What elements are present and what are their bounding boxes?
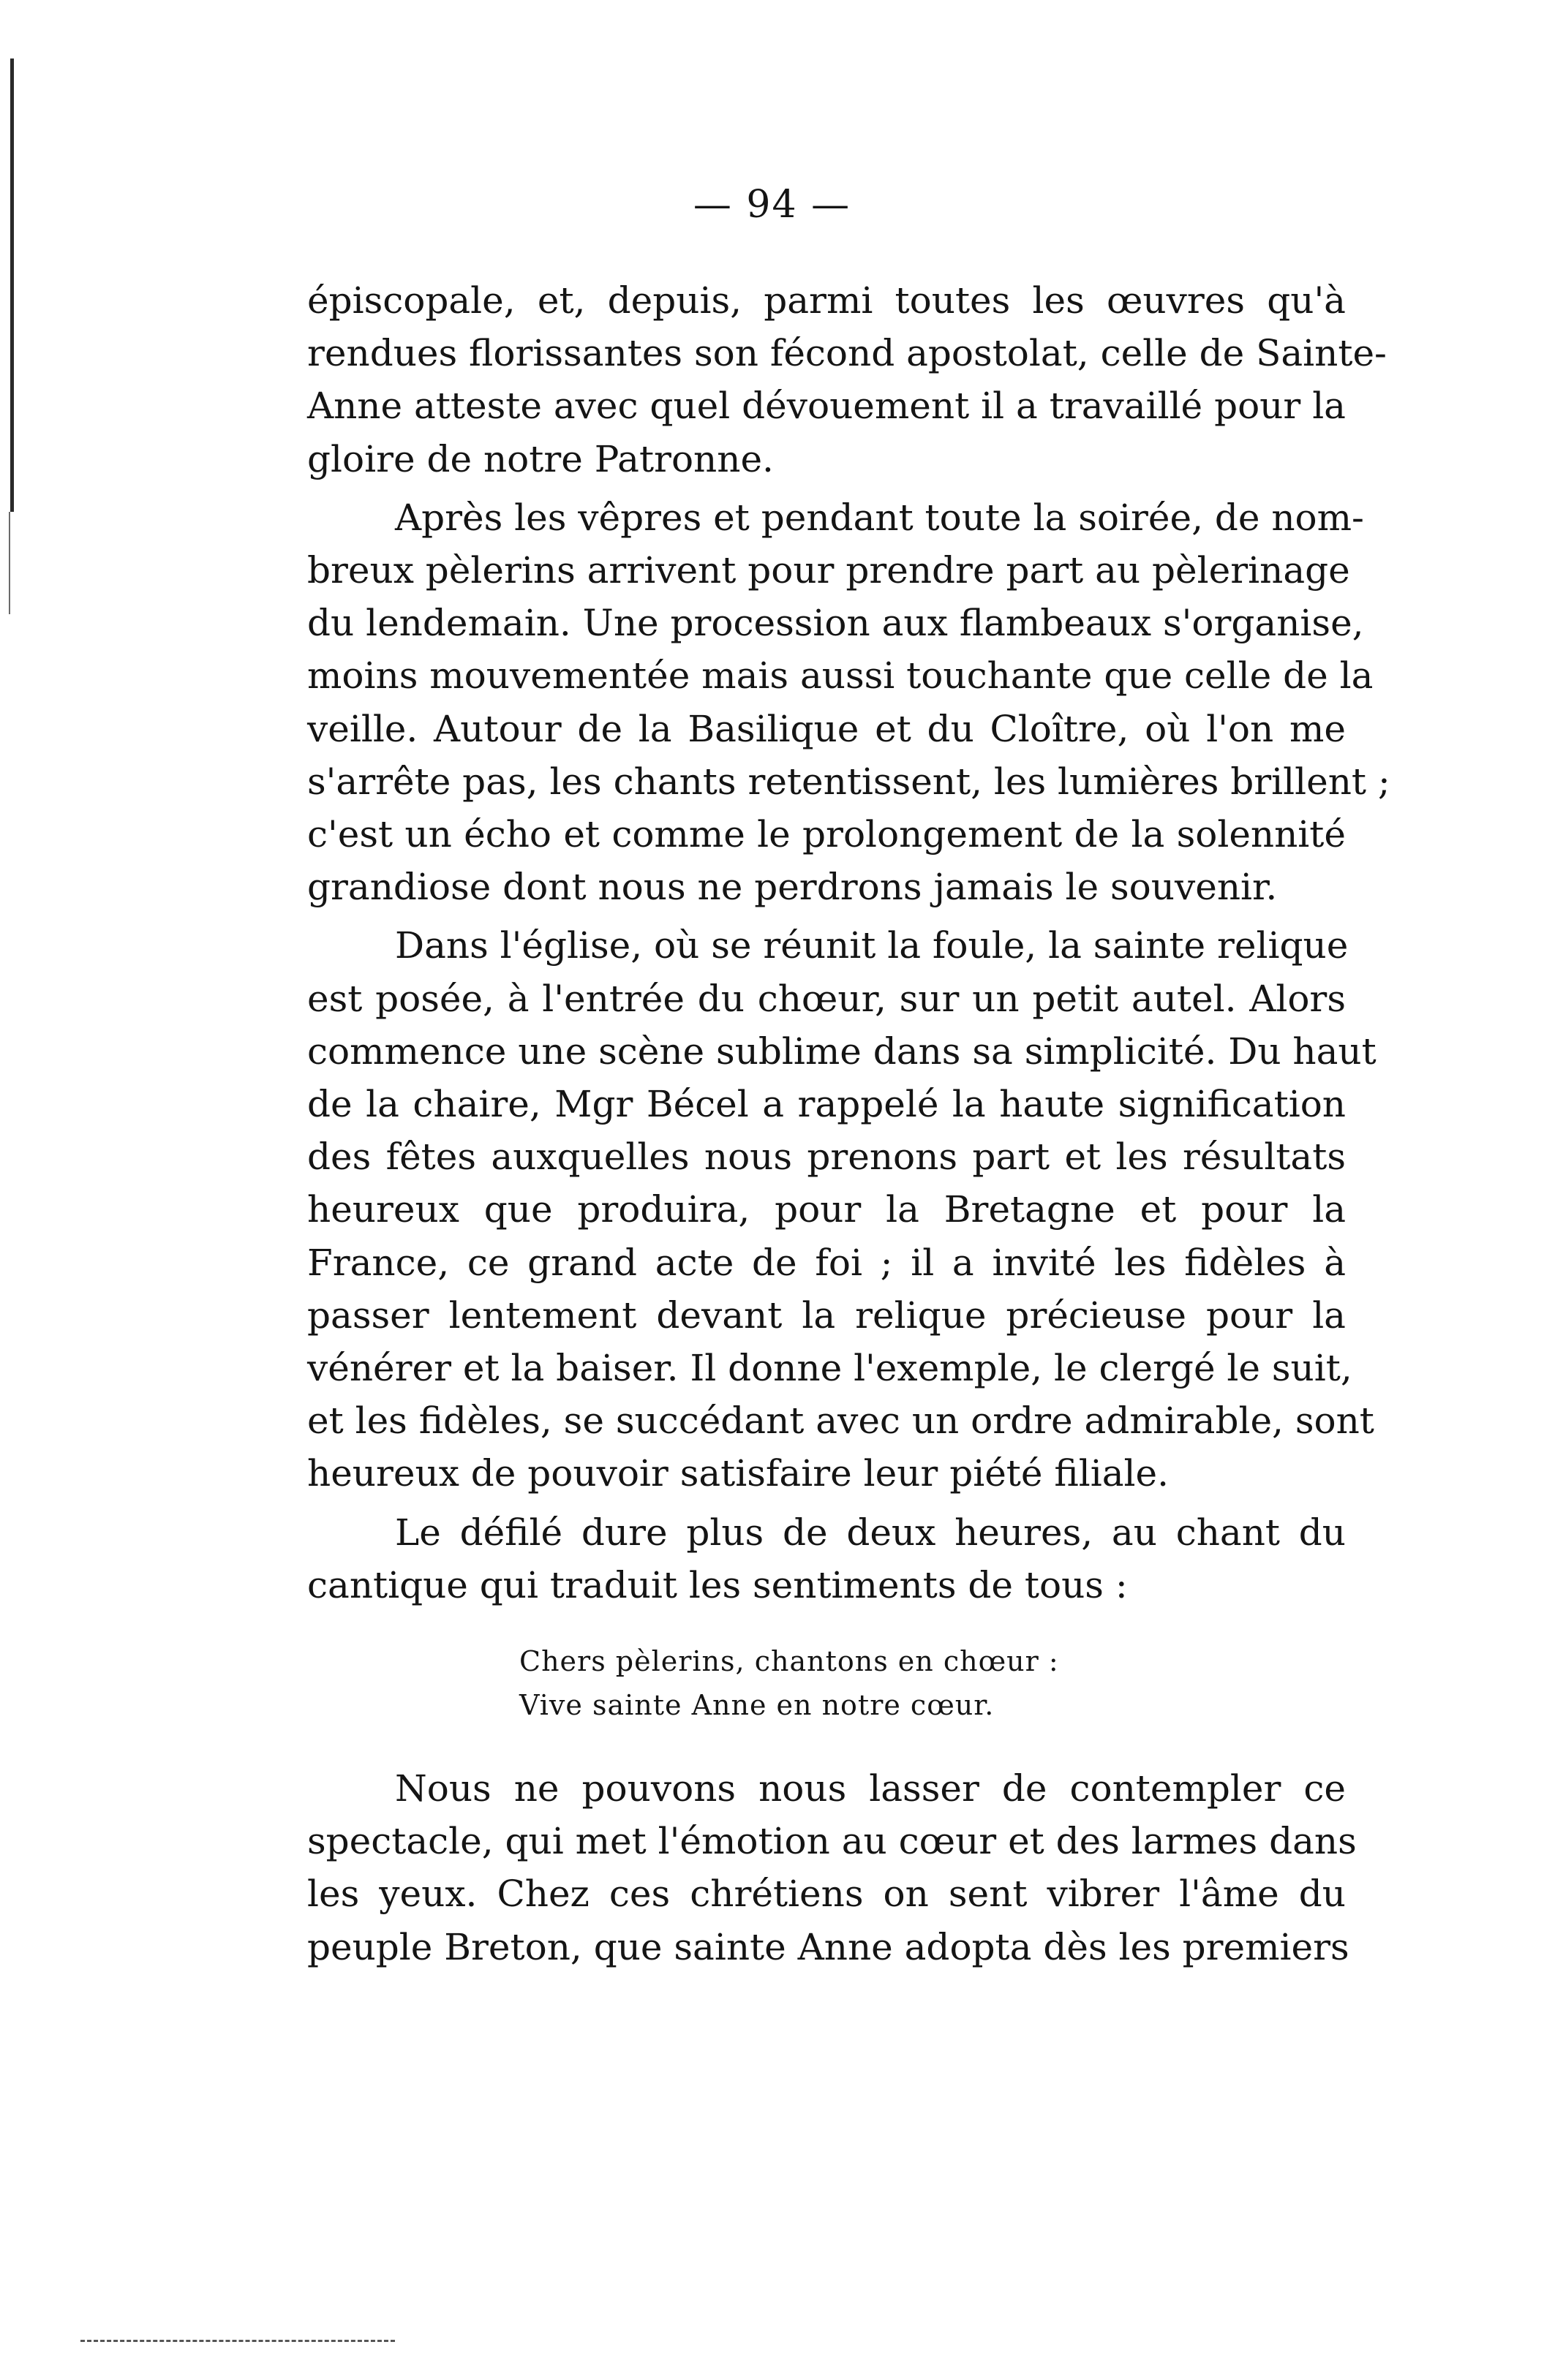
paragraph-3 (307, 919, 1377, 1500)
text-line: commence une scène sublime dans sa simplicité. Du haut (307, 1030, 1377, 1073)
text-line: Anne atteste avec quel dévouement il a travaillé pour la (307, 385, 1346, 428)
left-margin-rule-thin (9, 512, 10, 614)
text-line: passer lentement devant la relique précieuse pour la (307, 1293, 1346, 1337)
paragraph-4 (307, 1506, 1346, 1612)
paragraph-1 (307, 274, 1387, 486)
text-line: spectacle, qui met l'émotion au cœur et des larmes dans (307, 1820, 1357, 1863)
text-line: breux pèlerins arrivent pour prendre part au pèlerinage (307, 549, 1350, 592)
text-line: Dans l'église, où se réunit la foule, la sainte relique (395, 924, 1349, 967)
text-line: heureux de pouvoir satisfaire leur piété filiale. (307, 1452, 1169, 1495)
text-line: Nous ne pouvons nous lasser de contempler ce (395, 1767, 1346, 1810)
text-line: France, ce grand acte de foi ; il a invité les fidèles à (307, 1241, 1346, 1284)
page-number: — 94 — (693, 183, 851, 227)
text-line: peuple Breton, que sainte Anne adopta dès les premiers (307, 1925, 1349, 1968)
left-margin-rule (10, 58, 14, 512)
text-line: rendues florissantes son fécond apostolat, celle de Sainte- (307, 332, 1387, 375)
body-text (307, 274, 1390, 1973)
text-line: c'est un écho et comme le prolongement de la solennité (307, 813, 1346, 856)
text-line: cantique qui traduit les sentiments de tous : (307, 1563, 1128, 1606)
text-line: vénérer et la baiser. Il donne l'exemple, le clergé le suit, (307, 1347, 1352, 1390)
text-line: des fêtes auxquelles nous prenons part et les résultats (307, 1136, 1346, 1179)
text-line: heureux que produira, pour la Bretagne et pour la (307, 1188, 1346, 1231)
text-line: de la chaire, Mgr Bécel a rappelé la haute signification (307, 1083, 1346, 1126)
paragraph-2 (307, 491, 1390, 914)
verse-line: Chers pèlerins, chantons en chœur : (519, 1645, 1059, 1678)
verse-line: Vive sainte Anne en notre cœur. (519, 1689, 995, 1722)
text-line: les yeux. Chez ces chrétiens on sent vibrer l'âme du (307, 1873, 1346, 1916)
bottom-dashed-rule (80, 2340, 395, 2342)
hymn-verse (307, 1639, 1346, 1727)
text-line: grandiose dont nous ne perdrons jamais le souvenir. (307, 866, 1278, 909)
text-line: Après les vêpres et pendant toute la soirée, de nom- (395, 496, 1364, 539)
text-line: est posée, à l'entrée du chœur, sur un petit autel. Alors (307, 977, 1346, 1020)
text-line: épiscopale, et, depuis, parmi toutes les œuvres qu'à (307, 279, 1346, 322)
text-line: gloire de notre Patronne. (307, 437, 774, 480)
text-line: Le défilé dure plus de deux heures, au chant du (395, 1511, 1346, 1554)
text-line: s'arrête pas, les chants retentissent, les lumières brillent ; (307, 760, 1390, 803)
text-line: veille. Autour de la Basilique et du Cloître, où l'on me (307, 707, 1346, 750)
text-line: et les fidèles, se succédant avec un ordre admirable, sont (307, 1399, 1374, 1443)
text-line: moins mouvementée mais aussi touchante que celle de la (307, 654, 1374, 698)
text-line: du lendemain. Une procession aux flambeaux s'organise, (307, 602, 1364, 645)
paragraph-5 (307, 1762, 1357, 1973)
